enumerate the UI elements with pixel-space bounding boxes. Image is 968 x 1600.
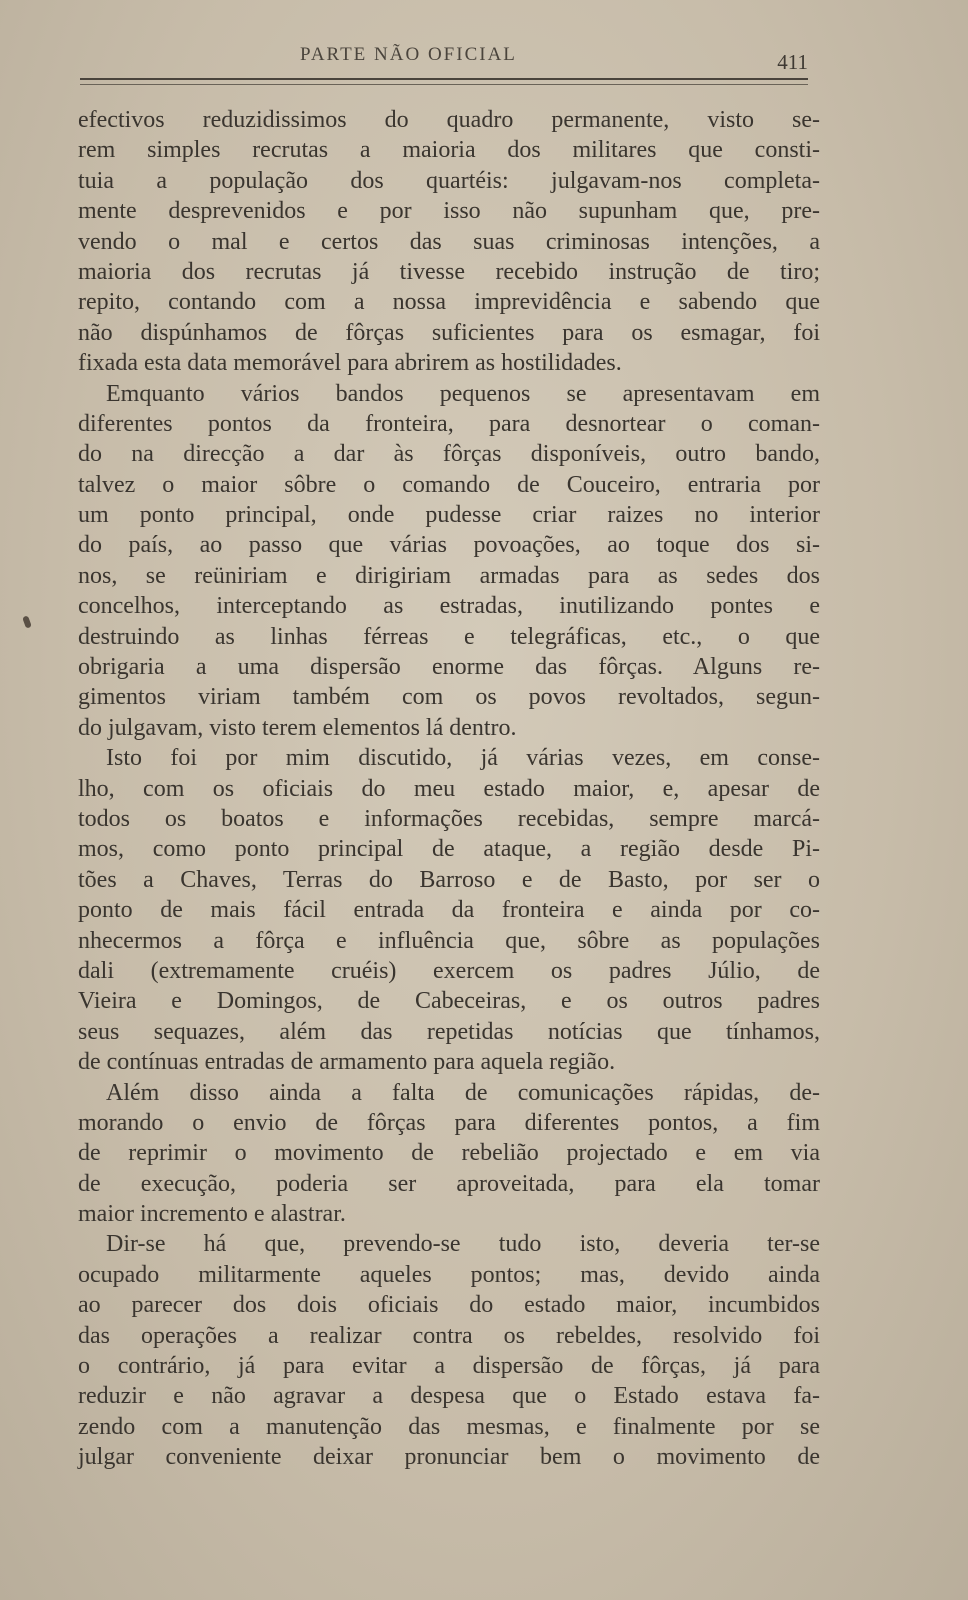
text-line: Dir-se há que, prevendo-se tudo isto, deveria ter-se bbox=[106, 1231, 820, 1258]
text-line: reduzir e não agravar a despesa que o Estado estava fa- bbox=[78, 1383, 820, 1410]
text-line: talvez o maior sôbre o comando de Couceiro, entraria por bbox=[78, 471, 820, 498]
text-line: seus sequazes, além das repetidas notícias que tínhamos, bbox=[78, 1018, 820, 1045]
text-line: diferentes pontos da fronteira, para desnortear o coman- bbox=[78, 410, 820, 437]
text-line: julgar conveniente deixar pronunciar bem o movimento de bbox=[78, 1444, 820, 1471]
text-line: nhecermos a fôrça e influência que, sôbre as populações bbox=[78, 927, 820, 954]
text-line: nos, se reüniriam e dirigiriam armadas para as sedes dos bbox=[78, 562, 820, 589]
text-line: um ponto principal, onde pudesse criar raizes no interior bbox=[78, 502, 820, 529]
text-line: do na direcção a dar às fôrças disponíveis, outro bando, bbox=[78, 441, 820, 468]
text-line: tões a Chaves, Terras do Barroso e de Basto, por ser o bbox=[78, 866, 820, 893]
margin-ink-mark bbox=[22, 615, 32, 628]
text-line: ponto de mais fácil entrada da fronteira e ainda por co- bbox=[78, 897, 820, 924]
body-text bbox=[78, 105, 820, 1473]
text-line: lho, com os oficiais do meu estado maior, e, apesar de bbox=[78, 775, 820, 802]
text-line: Além disso ainda a falta de comunicações rápidas, de- bbox=[106, 1079, 820, 1106]
text-line: mente desprevenidos e por isso não supunham que, pre- bbox=[78, 198, 820, 225]
text-line: de execução, poderia ser aproveitada, para ela tomar bbox=[78, 1170, 820, 1197]
text-line: de reprimir o movimento de rebelião projectado e em via bbox=[78, 1140, 820, 1167]
header-rule bbox=[80, 78, 808, 80]
text-line: mos, como ponto principal de ataque, a região desde Pi- bbox=[78, 836, 820, 863]
text-line: maioria dos recrutas já tivesse recebido instrução de tiro; bbox=[78, 258, 820, 285]
text-line: do país, ao passo que várias povoações, ao toque dos si- bbox=[78, 532, 820, 559]
text-line: Isto foi por mim discutido, já várias vezes, em conse- bbox=[106, 745, 820, 772]
text-line: o contrário, já para evitar a dispersão de fôrças, já para bbox=[78, 1353, 820, 1380]
running-title: PARTE NÃO OFICIAL bbox=[300, 44, 517, 65]
text-line: morando o envio de fôrças para diferentes pontos, a fim bbox=[78, 1109, 820, 1136]
text-line: vendo o mal e certos das suas criminosas intenções, a bbox=[78, 228, 820, 255]
text-line: tuia a população dos quartéis: julgavam-nos completa- bbox=[78, 167, 820, 194]
header-rule-thin bbox=[80, 84, 808, 85]
text-line: obrigaria a uma dispersão enorme das fôrças. Alguns re- bbox=[78, 654, 820, 681]
text-line: do julgavam, visto terem elementos lá dentro. bbox=[78, 714, 517, 741]
text-line: efectivos reduzidissimos do quadro permanente, visto se- bbox=[78, 107, 820, 133]
text-line: todos os boatos e informações recebidas, sempre marcá- bbox=[78, 805, 820, 832]
text-line: ao parecer dos dois oficiais do estado maior, incumbidos bbox=[78, 1292, 820, 1319]
text-line: rem simples recrutas a maioria dos militares que consti- bbox=[78, 137, 820, 164]
text-line: não dispúnhamos de fôrças suficientes para os esmagar, foi bbox=[78, 319, 820, 346]
text-line: destruindo as linhas férreas e telegráficas, etc., o que bbox=[78, 623, 820, 650]
text-line: repito, contando com a nossa imprevidência e sabendo que bbox=[78, 289, 820, 316]
page-number: 411 bbox=[777, 50, 808, 74]
text-line: ocupado militarmente aqueles pontos; mas, devido ainda bbox=[78, 1261, 820, 1288]
text-line: dali (extremamente cruéis) exercem os padres Júlio, de bbox=[78, 957, 820, 984]
text-line: Emquanto vários bandos pequenos se apresentavam em bbox=[106, 380, 820, 407]
text-line: maior incremento e alastrar. bbox=[78, 1201, 346, 1228]
text-line: fixada esta data memorável para abrirem as hostilidades. bbox=[78, 350, 622, 377]
text-line: de contínuas entradas de armamento para aquela região. bbox=[78, 1049, 616, 1076]
text-line: zendo com a manutenção das mesmas, e finalmente por se bbox=[78, 1413, 820, 1440]
text-line: concelhos, interceptando as estradas, inutilizando pontes e bbox=[78, 593, 820, 620]
text-line: gimentos viriam também com os povos revoltados, segun- bbox=[78, 684, 820, 711]
text-line: das operações a realizar contra os rebeldes, resolvido foi bbox=[78, 1322, 820, 1349]
text-line: Vieira e Domingos, de Cabeceiras, e os outros padres bbox=[78, 988, 820, 1015]
